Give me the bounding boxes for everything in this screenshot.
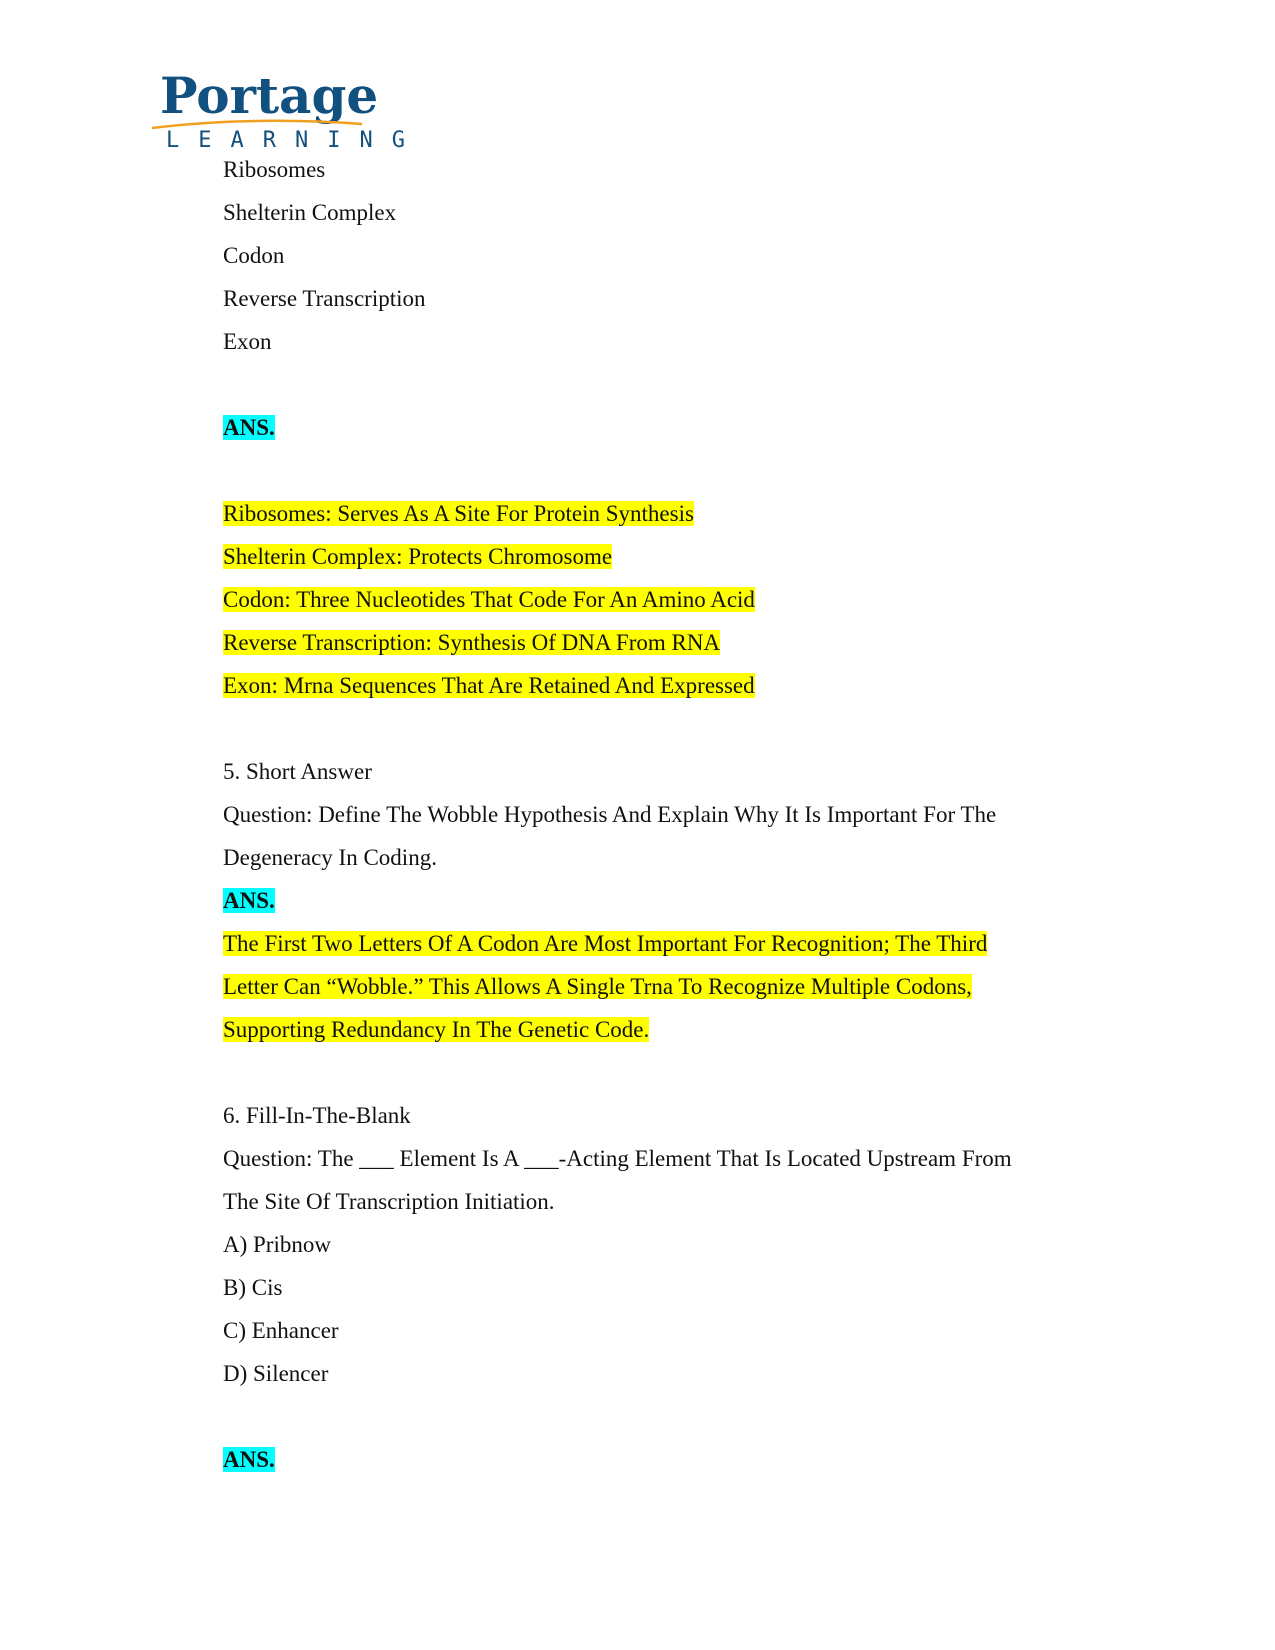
matching-answer: Ribosomes: Serves As A Site For Protein Synthesis bbox=[223, 501, 694, 526]
logo-wordmark: Portage bbox=[160, 66, 379, 125]
answer-label: ANS. bbox=[223, 888, 275, 913]
term-item: Shelterin Complex bbox=[223, 200, 397, 225]
question-text: The Site Of Transcription Initiation. bbox=[223, 1189, 555, 1214]
document-body bbox=[223, 148, 1083, 1481]
question-text: Question: The ___ Element Is A ___-Acting Element That Is Located Upstream From bbox=[223, 1146, 1012, 1171]
question-text: Degeneracy In Coding. bbox=[223, 845, 437, 870]
term-item: Exon bbox=[223, 329, 272, 354]
option-item: B) Cis bbox=[223, 1275, 283, 1300]
answer-label: ANS. bbox=[223, 1447, 275, 1472]
option-item: D) Silencer bbox=[223, 1361, 329, 1386]
term-item: Reverse Transcription bbox=[223, 286, 426, 311]
portage-learning-logo bbox=[150, 66, 424, 158]
answer-text: The First Two Letters Of A Codon Are Most Important For Recognition; The Third bbox=[223, 931, 988, 956]
logo-subtitle: LEARNING bbox=[166, 128, 424, 153]
option-item: A) Pribnow bbox=[223, 1232, 331, 1257]
option-item: C) Enhancer bbox=[223, 1318, 339, 1343]
question-text: Question: Define The Wobble Hypothesis And Explain Why It Is Important For The bbox=[223, 802, 997, 827]
matching-answer: Codon: Three Nucleotides That Code For An Amino Acid bbox=[223, 587, 755, 612]
term-item: Codon bbox=[223, 243, 285, 268]
matching-answer: Reverse Transcription: Synthesis Of DNA From RNA bbox=[223, 630, 721, 655]
question-heading: 6. Fill-In-The-Blank bbox=[223, 1103, 411, 1128]
answer-text: Letter Can “Wobble.” This Allows A Single Trna To Recognize Multiple Codons, bbox=[223, 974, 972, 999]
answer-text: Supporting Redundancy In The Genetic Code. bbox=[223, 1017, 650, 1042]
matching-answer: Shelterin Complex: Protects Chromosome bbox=[223, 544, 613, 569]
question-heading: 5. Short Answer bbox=[223, 759, 372, 784]
term-item: Ribosomes bbox=[223, 157, 326, 182]
answer-label: ANS. bbox=[223, 415, 275, 440]
matching-answer: Exon: Mrna Sequences That Are Retained And Expressed bbox=[223, 673, 755, 698]
